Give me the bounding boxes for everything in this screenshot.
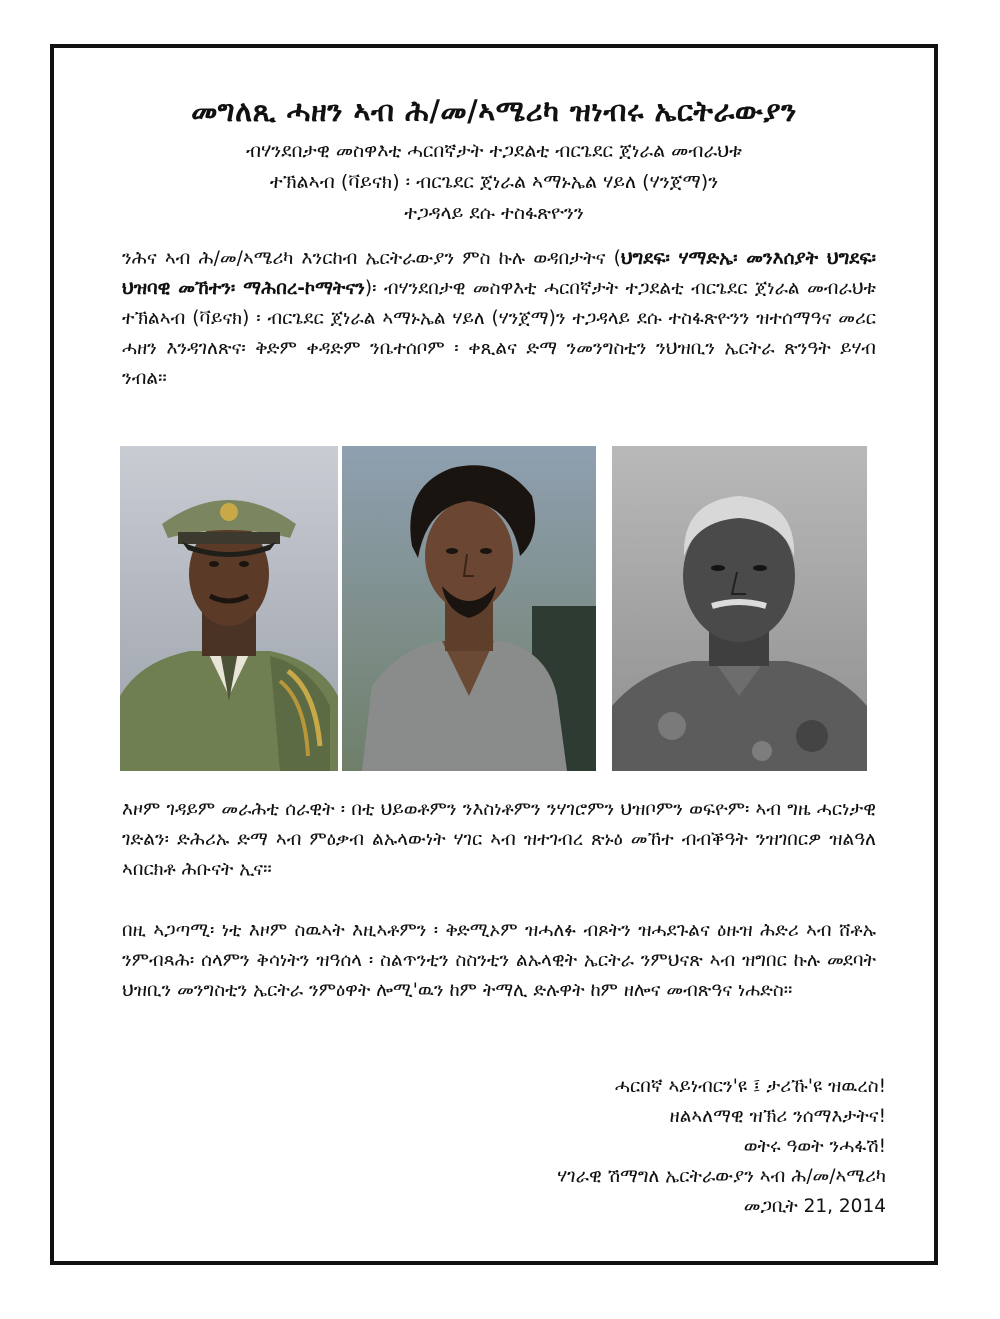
photo-fighter [342, 446, 596, 771]
paragraph-1-part-1: ንሕና ኣብ ሕ/መ/ኣሜሪካ እንርከብ ኤርትራውያን ምስ ኩሉ ወዳበታትና ( [122, 248, 621, 269]
subtitle-line-2: ተኽልኣብ (ቫይናክ) ፡ ብርጌደር ጀነራል ኣማኑኤል ሃይለ (ሃንጀማ)ን [269, 171, 719, 193]
closing-line-1: ሓርበኛ ኣይነብርን'ዩ ፤ ታሪኹ'ዩ ዝዉረስ! [614, 1076, 886, 1097]
subtitle [114, 136, 874, 229]
closing-line-3: ወትሩ ዓወት ንሓፋሽ! [743, 1136, 886, 1157]
closing-signature-block [557, 1072, 886, 1222]
paragraph-2: እዞም ገዳይም መራሕቲ ሰራዊት ፡ በቲ ህይወቶምን ንእስነቶምን ንሃገሮምን ህዝቦምን ወፍዮም፡ ኣብ ግዜ ሓርነታዊ ገድልን፡ ድሕሪኡ ድማ ኣብ ምዕቃብ ልኡላውነት ሃገር ኣብ ዝተገብረ ጽኑዕ መኸተ ብብቕዓት ንዝገበርዎ ዝልዓለ ኣበርክቶ ሕቡናት ኢና። [122, 799, 876, 880]
subtitle-line-3: ተጋዳላይ ደሱ ተስፋጽዮንን [404, 202, 584, 224]
photo-row [120, 446, 870, 771]
closing-line-2: ዘልኣለማዊ ዝኽሪ ንሰማእታትና! [669, 1106, 886, 1127]
paragraph-1 [122, 244, 876, 394]
document-frame [50, 44, 938, 1265]
page-title: መግለጺ ሓዘን ኣብ ሕ/መ/ኣሜሪካ ዝነብሩ ኤርትራውያን [191, 94, 797, 128]
paragraph-1-bold-organizations: ህግደፍ፡ ሃማድኤ፡ መንእሰያት ህግደፍ፡ ህዝባዊ መኸተን፡ ማሕበረ-ኮማትናን [122, 248, 876, 299]
paragraph-3: በዚ ኣጋጣሚ፡ ነቲ እዞም ስዉኣት እዚኣቶምን ፡ ቅድሚኦም ዝሓለፉ ብጾትን ዝሓደጉልና ዕዙዝ ሕድሪ ኣብ ሸቶኡ ንምብጻሕ፡ ሰላምን ቅሳነትን ዝዓሰላ ፡ ስልጥንቲን ስስንቲን ልኡላዊት ኤርትራ ንምህናጽ ኣብ ዝግበር ኩሉ መደባት ህዝቢን መንግስቲን ኤርትራ ንምዕዋት ሎሚ'ዉን ከም ትማሊ ድሉዋት ከም ዘሎና መብጽዓና ነሐድስ። [122, 920, 876, 1001]
signatory: ሃገራዊ ሽማግለ ኤርትራውያን ኣብ ሕ/መ/ኣሜሪካ [557, 1166, 886, 1187]
photo-general-uniform [120, 446, 338, 771]
photo-elder [612, 446, 867, 771]
date: መጋቢት 21, 2014 [743, 1196, 886, 1217]
subtitle-line-1: ብሃንደበታዊ መስዋእቲ ሓርበኛታት ተጋደልቲ ብርጌደር ጀነራል መብራህቱ [246, 140, 742, 162]
paragraph-1-part-2: )፡ ብሃንደበታዊ መስዋእቲ ሓርበኛታት ተጋደልቲ ብርጌደር ጀነራል መብራህቱ ተኽልኣብ (ቫይናክ) ፡ ብርጌደር ጀነራል ኣማኑኤል ሃይለ (ሃንጀማ)ን ተጋዳላይ ደሱ ተስፋጽዮንን ዝተሰማዓና መሪር ሓዘን እንዳገለጽና፡ ቅድም ቀዳድም ንቤተሰቦም ፡ ቀጺልና ድማ ንመንግስቲን ንህዝቢን ኤርትራ ጽንዓት ይሃብ ንብል። [122, 278, 876, 389]
